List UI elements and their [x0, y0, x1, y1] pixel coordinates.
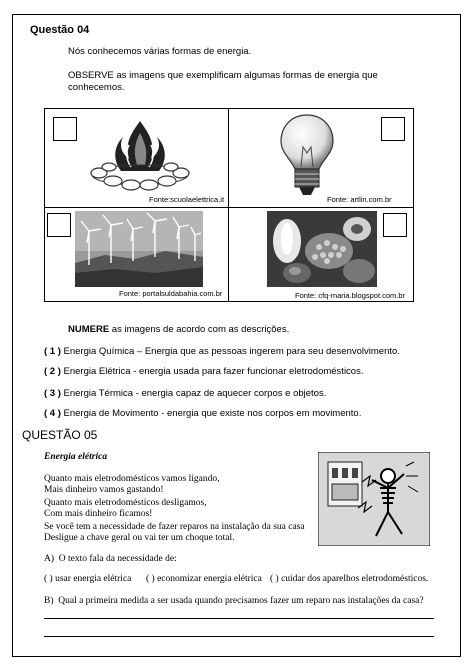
- item-text: Energia Térmica - energia capaz de aquecer corpos e objetos.: [60, 388, 327, 399]
- numere-rest: as imagens de acordo com as descrições.: [109, 324, 290, 335]
- poem-line: Se você tem a necessidade de fazer reparos na instalação da sua casa: [44, 522, 305, 532]
- poem-title: Energia elétrica: [44, 452, 108, 462]
- q4-numere-instruction: [68, 324, 289, 335]
- poem-line: Mais dinheiro vamos gastando!: [44, 485, 164, 495]
- q4-intro: Nós conhecemos várias formas de energia.: [68, 46, 252, 57]
- q4-item-4: [44, 408, 361, 419]
- q4-observe-line2: conhecemos.: [68, 82, 125, 93]
- item-number: ( 2 ): [44, 366, 61, 377]
- light-bulb-icon: [277, 113, 337, 199]
- answer-box-2[interactable]: [381, 117, 405, 141]
- item-number: ( 1 ): [44, 346, 61, 357]
- poem-line: Desligue a chave geral ou vai ter um choque total.: [44, 533, 235, 543]
- item-text: Energia de Movimento - energia que existe nos corpos em movimento.: [60, 408, 362, 419]
- wind-turbines-icon: [75, 211, 203, 287]
- item-text: Energia Química – Energia que as pessoas ingerem para seu desenvolvimento.: [60, 346, 400, 357]
- question-b: [44, 596, 424, 607]
- option-cuidar[interactable]: ( ) cuidar dos aparelhos eletrodomésticos.: [270, 574, 429, 584]
- q4-item-3: [44, 388, 326, 399]
- option-usar[interactable]: ( ) usar energia elétrica: [44, 574, 132, 584]
- image-source-1: Fonte:scuolaelettrica.it: [149, 195, 225, 204]
- question-a: [44, 554, 177, 565]
- food-icon: [267, 211, 377, 287]
- poem-line: Com mais dinheiro ficamos!: [44, 509, 153, 519]
- question-4-title: Questão 04: [30, 24, 90, 36]
- grid-divider: [45, 207, 413, 208]
- q4-item-1: [44, 346, 400, 357]
- answer-line[interactable]: [44, 618, 434, 619]
- numere-word: NUMERE: [68, 324, 110, 335]
- q4-observe-line1: OBSERVE as imagens que exemplificam algumas formas de energia que: [68, 70, 378, 81]
- q4-item-2: [44, 366, 363, 377]
- question-5-title: QUESTÃO 05: [22, 428, 98, 442]
- poem-line: Quanto mais eletrodomésticos desligamos,: [44, 498, 207, 508]
- image-grid: [44, 108, 414, 302]
- answer-box-3[interactable]: [47, 213, 71, 237]
- option-economizar[interactable]: ( ) economizar energia elétrica: [146, 574, 262, 584]
- item-text: Energia Elétrica - energia usada para fazer funcionar eletrodomésticos.: [60, 366, 364, 377]
- campfire-icon: [85, 115, 195, 191]
- answer-box-1[interactable]: [53, 117, 77, 141]
- image-source-3: Fonte: portalsuldabahia.com.br: [119, 289, 223, 298]
- image-source-4: Fonte: cfq-maria.blogspot.com.br: [295, 291, 406, 300]
- question-b-text: Qual a primeira medida a ser usada quando precisamos fazer um reparo nas instalações da casa?: [58, 596, 424, 606]
- answer-box-4[interactable]: [383, 213, 407, 237]
- answer-line[interactable]: [44, 636, 434, 637]
- poem-line: Quanto mais eletrodomésticos vamos ligando,: [44, 474, 220, 484]
- grid-divider: [228, 109, 229, 301]
- item-number: ( 3 ): [44, 388, 61, 399]
- image-source-2: Fonte: artlin.com.br: [327, 195, 392, 204]
- item-number: ( 4 ): [44, 408, 61, 419]
- electric-shock-skeleton-icon: [318, 452, 430, 546]
- question-a-text: O texto fala da necessidade de:: [58, 554, 177, 564]
- question-a-label: A): [44, 554, 55, 564]
- question-b-label: B): [44, 596, 54, 606]
